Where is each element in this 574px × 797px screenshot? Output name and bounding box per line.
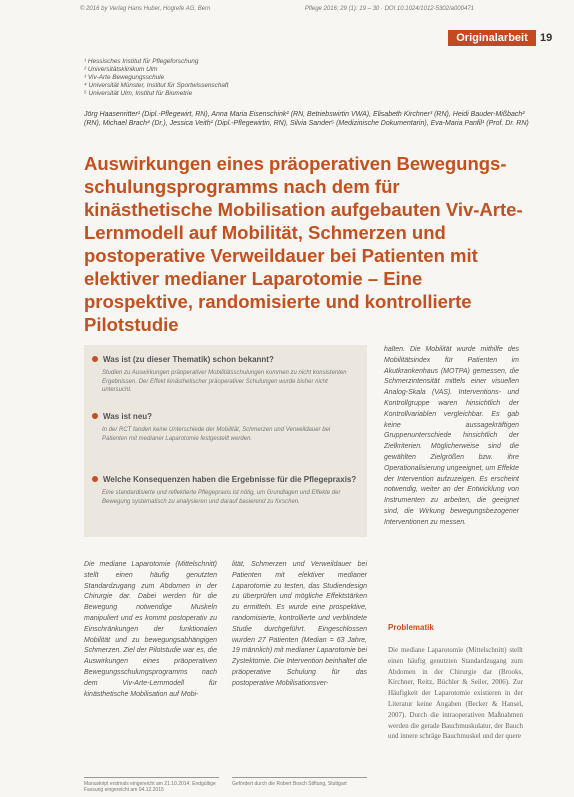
running-head-right: Pflege 2016; 29 (1): 19 – 30 · DOI 10.1024/1012-5302/a000471 [304,6,474,12]
footnote-rule [232,777,367,778]
affiliations [84,58,514,98]
section-heading: Problematik [388,623,434,632]
footnote-left: Manuskript erstmals eingereicht am 21.10.2014. Endgültige Fassung eingereicht am 04.12.2015 [84,781,216,793]
affiliation: ¹ Hessisches Institut für Pflegeforschung [84,58,199,65]
article-title: Auswirkungen eines präoperativen Bewegungs-schulungsprogramms nach dem für kinästhetische Mobilisation aufgebauten Viv-Arte-Lernmodell auf Mobilität, Schmerzen und postoperative Verweildauer bei Patienten mit elektiver medianer Laparotomie – Eine prospektive, randomisierte und kontrollierte Pilotstudie [84,153,523,335]
footnote-right: Gefördert durch die Robert Bosch Stiftung, Stuttgart [232,781,347,787]
author-list: Jörg Haasenritter¹ (Dipl.-Pflegewirt, RN), Anna Maria Eisenschink² (RN, Betriebswirtin VWA), Elisabeth Kirchner³ (RN), Heidi Bauder-Mißbach² (RN), Michael Brach⁴ (Dr.), Jessica Veith¹ (Dipl.-Pflegewirtin, RN), Silvia Sander⁵ (Medizinische Dokumentarin), Eva-Maria Panfil¹ (Prof. Dr. RN) [84,111,529,127]
bullet-icon [92,356,98,362]
box-answer: Eine standardisierte und reflektierte Pflegepraxis ist nötig, um Grundlagen und Effekte der Bewegung systematisch zu analysieren und darauf basierend zu forschen. [102,490,341,505]
running-head-left: © 2016 by Verlag Hans Huber, Hogrefe AG, Bern [80,6,211,12]
abstract-col-left: Die mediane Laparotomie (Mittelschnitt) stellt einen häufig genutzten Standardzugang zum Abdomen in der Chirurgie dar. Dabei werden für die Bewegung notwendige Muskeln manipuliert und es kommt postoperativ zu Einschränkungen der funktionalen Mobilität und zu bewegungsabhängigen Schmerzen. Ziel der Pilotstudie war es, die Auswirkungen eines präoperativen Bewegungsschulungsprogramms nach dem Viv-Arte-Lernmodell für kinästhetische Mobilisation auf Mobi- [84,561,217,698]
bullet-icon [92,476,98,482]
affiliation: ⁴ Universität Münster, Institut für Sportwissenschaft [84,82,229,89]
box-answer: Studien zu Auswirkungen präoperativer Mobilitätsschulungen kommen zu nicht konsistenten Ergebnissen. Der Effekt kinästhetischer präoperativer Schulungen wurde bisher nicht untersucht. [102,370,347,393]
abstract-col-right: halten. Die Mobilität wurde mithilfe des Mobilitätsindex für Patienten im Akutkrankenhaus (MOTPA) gemessen, die Schmerzintensität mittels einer visuellen Analog-Skala (VAS). Interventions- und Kontrollgruppe waren hinsichtlich der Kontrollvariablen vergleichbar. Es gab keine aussagekräftigen Gruppenunterschiede hinsichtlich der Zielkriterien. Möglicherweise sind die gewählten Zielgrößen bzw. ihre Operationalisierung ungeeignet, um Effekte der Intervention aufzuzeigen. Es erscheint notwendig, weiter an der Entwicklung von Instrumenten zu arbeiten, die geeignet sind, die Wirkung bewegungsbezogener Interventionen zu messen. [384,346,519,526]
section-badge: Originalarbeit [448,30,536,46]
box-question: Was ist (zu dieser Thematik) schon bekannt? [92,355,274,364]
affiliation: ⁵ Universität Ulm, Institut für Biometrie [84,90,193,97]
body-text: Die mediane Laparotomie (Mittelschnitt) stellt einen häufig genutzten Standardzugang zum Abdomen in der Chirurgie dar (Brooks, Kirchner, Reitz, Büchler & Seiler, 2006). Zur Häufigkeit der Laparotomie existieren in der Literatur keine Angaben (Becker & Hansel, 2007). Durch die intraoperativen Maßnahmen werden die gerade Bauchmuskulatur, der Bauch und innere schräge Bauchmuskel und der quere [388,646,523,741]
affiliation: ² Universitätsklinikum Ulm [84,66,158,73]
box-question: Was ist neu? [92,412,152,421]
affiliation: ³ Viv-Arte Bewegungsschule [84,74,165,81]
key-questions-box [84,345,367,537]
abstract-col-middle: lität, Schmerzen und Verweildauer bei Patienten mit elektiver medianer Laparotomie zu testen, das Studiendesign zu überprüfen und mögliche Effektstärken zu ermitteln. Es wurde eine prospektive, randomisierte, kontrollierte und verblindete Studie durchgeführt. Eingeschlossen wurden 27 Patienten (Median = 63 Jahre, 19 männlich) mit medianer Laparotomie bei Zystektomie. Die Intervention beinhaltet die präoperative Schulung für das postoperative Mobilisationsver- [232,561,367,687]
running-head [80,6,544,18]
page-number: 19 [540,32,553,44]
box-answer: In der RCT fanden keine Unterschiede der Mobilität, Schmerzen und Verweildauer bei Patienten mit medianer Laparotomie festgestellt werden. [102,427,331,442]
bullet-icon [92,413,98,419]
box-question: Welche Konsequenzen haben die Ergebnisse für die Pflegepraxis? [92,475,356,484]
footnote-rule [84,777,219,778]
